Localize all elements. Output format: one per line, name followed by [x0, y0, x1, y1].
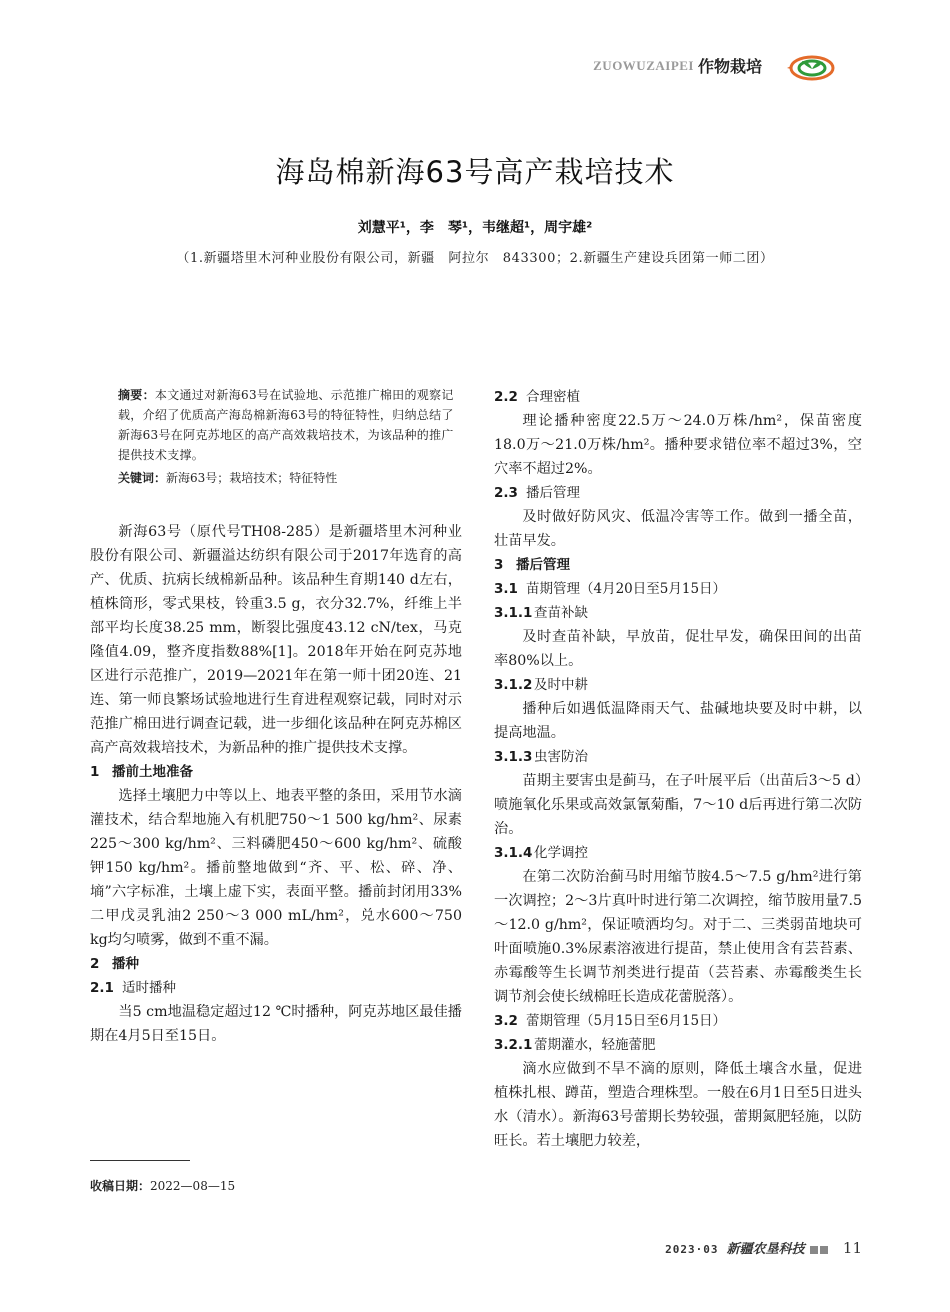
body-paragraph: 滴水应做到不旱不滴的原则，降低土壤含水量，促进植株扎根、蹲苗，塑造合理株型。一般在6月1日至5日进头水（清水）。新海63号蕾期长势较强，蕾期氮肥轻施，以防旺长。若土壤肥力较差， [494, 1061, 862, 1149]
seedling-logo-icon [786, 52, 838, 82]
subsubsection-heading: 3.1.2 及时中耕 [494, 677, 588, 693]
keywords [90, 468, 462, 488]
page-number: 11 [842, 1239, 862, 1257]
section-heading: 3 播后管理 [494, 557, 570, 573]
body-paragraph: 播种后如遇低温降雨天气、盐碱地块要及时中耕，以提高地温。 [494, 701, 862, 741]
body-paragraph: 苗期主要害虫是蓟马，在子叶展平后（出苗后3～5 d）喷施氧化乐果或高效氯氰菊酯，7～10 d后再进行第二次防治。 [494, 773, 862, 837]
subsubsection-heading: 3.1.1 查苗补缺 [494, 605, 588, 621]
subsection-heading: 2.2 合理密植 [494, 389, 580, 405]
keywords-text: 新海63号；栽培技术；特征特性 [166, 471, 338, 485]
subsection-heading: 2.3 播后管理 [494, 485, 580, 501]
subsection-heading: 2.1 适时播种 [90, 980, 176, 996]
abstract-text: 本文通过对新海63号在试验地、示范推广棉田的观察记载，介绍了优质高产海岛棉新海63号的特征特性，归纳总结了新海63号在阿克苏地区的高产高效栽培技术，为该品种的推广提供技术支撑。 [118, 388, 454, 462]
body-paragraph: 在第二次防治蓟马时用缩节胺4.5～7.5 g/hm²进行第一次调控；2～3片真叶时进行第二次调控，缩节胺用量7.5～12.0 g/hm²，保证喷洒均匀。对于二、三类弱苗地块可叶面喷施0.3%尿素溶液进行提苗，禁止使用含有芸苔素、赤霉酸等生长调节剂类进行提苗（芸苔素、赤霉酸类生长调节剂会使长绒棉旺长造成花蕾脱落）。 [494, 869, 862, 1005]
subsubsection-heading: 3.2.1 蕾期灌水，轻施蕾肥 [494, 1037, 656, 1053]
section-pinyin: ZUOWUZAIPEI [593, 58, 694, 73]
square-icon [810, 1246, 818, 1254]
subsubsection-heading: 3.1.3 虫害防治 [494, 749, 588, 765]
abstract [90, 385, 462, 465]
author-list: 刘慧平¹，李 琴¹，韦继超¹，周宇雄² [357, 220, 593, 236]
intro-paragraph: 新海63号（原代号TH08-285）是新疆塔里木河种业股份有限公司、新疆溢达纺织有限公司于2017年选育的高产、优质、抗病长绒棉新品种。该品种生育期140 d左右，植株筒形，零式果枝，铃重3.5 g，衣分32.7%，纤维上半部平均长度38.25 mm，断裂比强度43.12 cN/tex，马克隆值4.09，整齐度指数88%[1]。2018年开始在阿克苏地区进行示范推广，2019—2021年在第一师十团20连、21连、第一师良繁场试验地进行生育进程观察记载，同时对示范推广棉田进行调查记载，进一步细化该品种在阿克苏棉区高产高效栽培技术，为新品种的推广提供技术支撑。 [90, 524, 462, 756]
affiliation: （1.新疆塔里木河种业股份有限公司，新疆 阿拉尔 843300；2.新疆生产建设兵团第一师二团） [176, 251, 774, 266]
left-column [90, 385, 462, 1048]
page-footer [665, 1238, 862, 1257]
square-icon [820, 1246, 828, 1254]
section-title: 作物栽培 [697, 57, 762, 76]
abstract-label: 摘要： [118, 388, 155, 402]
section-heading: 1 播前土地准备 [90, 764, 193, 780]
subsection-heading: 3.2 蕾期管理（5月15日至6月15日） [494, 1013, 727, 1029]
running-header [560, 50, 860, 84]
journal-name: 新疆农垦科技 [726, 1242, 805, 1257]
body-paragraph: 理论播种密度22.5万～24.0万株/hm²，保苗密度18.0万～21.0万株/hm²。播种要求错位率不超过3%，空穴率不超过2%。 [494, 413, 862, 477]
body-paragraph: 及时做好防风灾、低温冷害等工作。做到一播全苗，壮苗早发。 [494, 509, 862, 549]
section-heading: 2 播种 [90, 956, 139, 972]
subsection-heading: 3.1 苗期管理（4月20日至5月15日） [494, 581, 727, 597]
footnote-rule [90, 1160, 190, 1161]
article-title: 海岛棉新海63号高产栽培技术 [275, 155, 675, 189]
body-paragraph: 及时查苗补缺，早放苗，促壮早发，确保田间的出苗率80%以上。 [494, 629, 862, 669]
right-column [494, 385, 862, 1153]
issue-number: 2023·03 [665, 1243, 719, 1256]
body-paragraph: 当5 cm地温稳定超过12 ℃时播种，阿克苏地区最佳播期在4月5日至15日。 [90, 1004, 462, 1044]
subsubsection-heading: 3.1.4 化学调控 [494, 845, 588, 861]
received-date: 收稿日期：2022—08—15 [90, 1179, 236, 1193]
keywords-label: 关键词： [118, 471, 167, 485]
body-paragraph: 选择土壤肥力中等以上、地表平整的条田，采用节水滴灌技术，结合犁地施入有机肥750～1 500 kg/hm²、尿素225～300 kg/hm²、三料磷肥450～600 kg/hm²、硫酸钾150 kg/hm²。播前整地做到“齐、平、松、碎、净、墒”六字标准，土壤上虚下实，表面平整。播前封闭用33%二甲戊灵乳油2 250～3 000 mL/hm²，兑水600～750 kg均匀喷雾，做到不重不漏。 [90, 788, 462, 948]
